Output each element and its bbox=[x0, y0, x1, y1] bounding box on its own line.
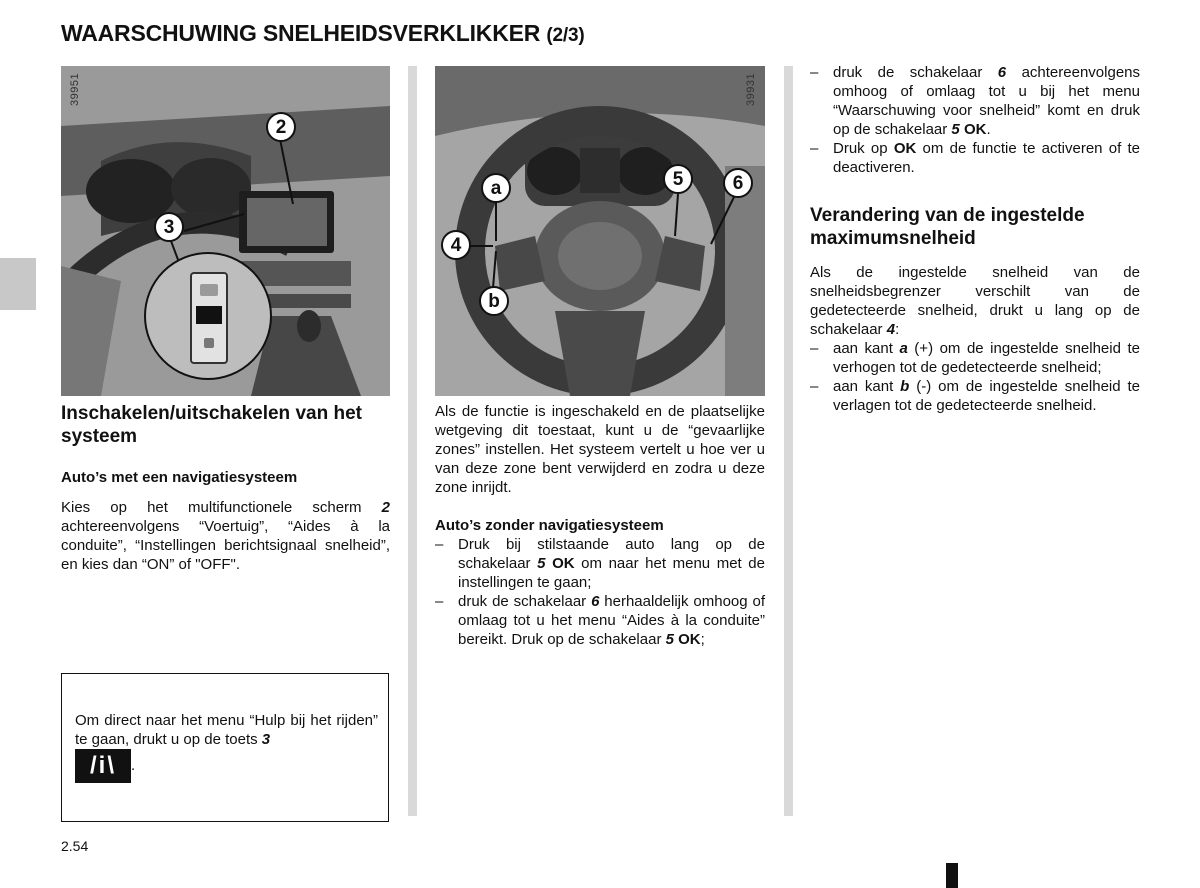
callout-3: 3 bbox=[154, 212, 184, 242]
dashboard-illustration bbox=[61, 66, 390, 396]
section-heading: Inschakelen/uitschakelen van het systeem bbox=[61, 403, 362, 447]
note-text: Om direct naar het menu “Hulp bij het rijden” te gaan, drukt u op de toets 3 /i\ . bbox=[75, 711, 378, 783]
column-3 bbox=[810, 63, 1140, 415]
callout-4: 4 bbox=[441, 230, 471, 260]
leader-lines bbox=[435, 66, 765, 396]
list-item: – druk de schakelaar 6 achtereenvolgens omhoog of omlaag tot u bij het menu “Waarschuwing voor snelheid” komt en druk op de schakelaar 5 OK. bbox=[810, 63, 1140, 139]
button-zoom-inset bbox=[144, 252, 272, 380]
subheading: Auto’s met een navigatiesysteem bbox=[61, 469, 298, 486]
callout-6: 6 bbox=[723, 168, 753, 198]
option-list bbox=[810, 339, 1140, 415]
page-title bbox=[61, 20, 584, 47]
column-divider bbox=[784, 66, 793, 816]
hazard-button-icon bbox=[196, 306, 222, 324]
title-part: (2/3) bbox=[546, 25, 585, 46]
column-divider bbox=[408, 66, 417, 816]
list-item: – druk de schakelaar 6 herhaaldelijk omhoog of omlaag tot u het menu “Aides à la conduite” bereikt. Druk op de schakelaar 5 OK; bbox=[435, 592, 765, 649]
subheading: Auto’s zonder navigatiesysteem bbox=[435, 517, 664, 534]
section-heading: Verandering van de ingestelde maximumsnelheid bbox=[810, 205, 1085, 249]
column-1 bbox=[61, 402, 390, 574]
list-item: – aan kant a (+) om de ingestelde snelheid te verhogen tot de gedetecteerde snelheid; bbox=[810, 339, 1140, 377]
intro-paragraph: Als de functie is ingeschakeld en de plaatselijke wetgeving dit toestaat, kunt u de “gevaarlijke zones” instellen. Het systeem vertelt u hoe ver u van deze zone bent verwijderd en zodra u deze zone inrijdt. bbox=[435, 403, 765, 496]
callout-b: b bbox=[479, 286, 509, 316]
step-list bbox=[810, 63, 1140, 177]
column-2 bbox=[435, 402, 765, 649]
callout-2: 2 bbox=[266, 112, 296, 142]
steering-wheel-illustration bbox=[435, 66, 765, 396]
title-text: WAARSCHUWING SNELHEIDSVERKLIKKER bbox=[61, 20, 541, 46]
chapter-tab bbox=[0, 258, 36, 310]
page-number: 2.54 bbox=[61, 838, 89, 854]
step-list bbox=[435, 535, 765, 649]
note-box bbox=[61, 673, 389, 822]
paragraph: Kies op het multifunctionele scherm 2 achtereenvolgens “Voertuig”, “Aides à la conduite”, “Instellingen berichtsignaal snelheid”, en kies dan “ON” of "OFF". bbox=[61, 499, 390, 573]
crop-mark bbox=[946, 863, 958, 888]
figure-id: 39951 bbox=[69, 72, 81, 106]
list-item: – Druk bij stilstaande auto lang op de schakelaar 5 OK om naar het menu met de instellingen te gaan; bbox=[435, 535, 765, 592]
callout-a: a bbox=[481, 173, 511, 203]
list-item: – Druk op OK om de functie te activeren of te deactiveren. bbox=[810, 139, 1140, 177]
list-item: – aan kant b (-) om de ingestelde snelheid te verlagen tot de gedetecteerde snelheid. bbox=[810, 377, 1140, 415]
figure-id: 39931 bbox=[745, 72, 757, 106]
callout-5: 5 bbox=[663, 164, 693, 194]
hazard-key-icon: /i\ bbox=[75, 749, 131, 783]
paragraph: Als de ingestelde snelheid van de snelheidsbegrenzer verschilt van de gedetecteerde snelheid, drukt u lang op de schakelaar 4: bbox=[810, 264, 1140, 338]
